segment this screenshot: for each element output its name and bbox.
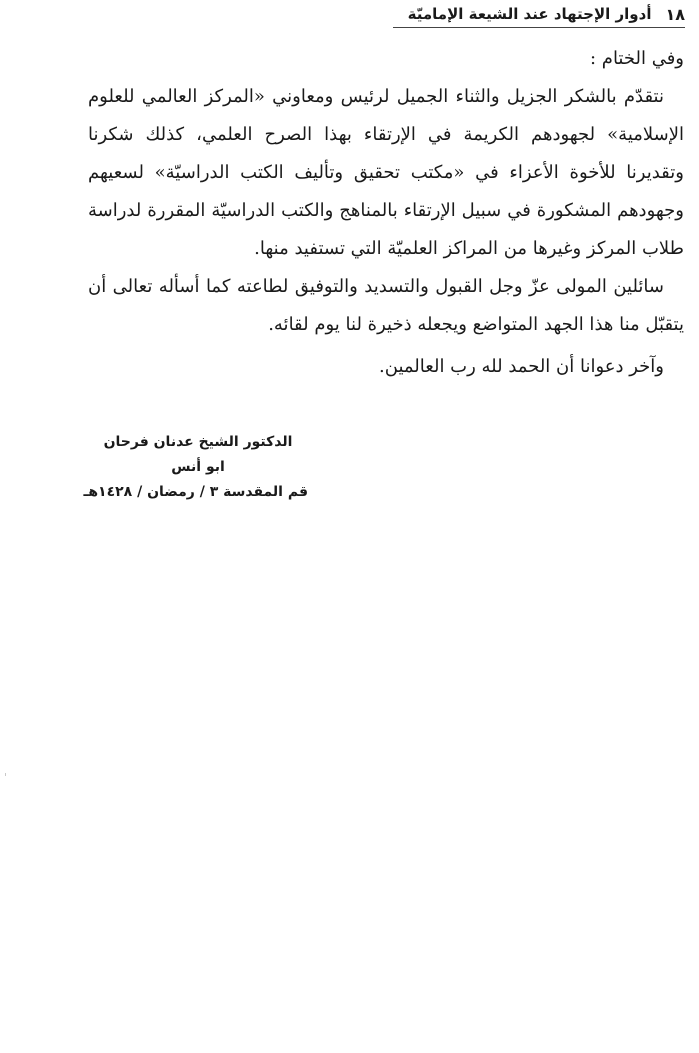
paragraph-prayer: سائلين المولى عزّ وجل القبول والتسديد والتوفيق لطاعته كما أسأله تعالى أن يتقبّل منا هذا الجهد المتواضع ويجعله ذخيرة لنا يوم لقائه. — [88, 276, 684, 335]
page-number: ١٨ — [665, 4, 685, 24]
closing-heading: وفي الختام : — [590, 48, 684, 69]
signature-block — [83, 430, 308, 505]
signature-kunya: ابو أنس — [171, 459, 225, 475]
header-rule — [393, 27, 685, 28]
body-text — [88, 40, 684, 386]
signature-place-date: قم المقدسة ٣ / رمضان / ١٤٢٨هـ — [83, 484, 308, 500]
running-header — [393, 2, 685, 26]
paragraph-thanks: نتقدّم بالشكر الجزيل والثناء الجميل لرئيس ومعاوني «المركز العالمي للعلوم الإسلامية» لجهودهم الكريمة في الإرتقاء بهذا الصرح العلمي، كذلك شكرنا وتقديرنا للأخوة الأعزاء في «مكتب تحقيق وتأليف الكتب الدراسيّة» لسعيهم وجهودهم المشكورة في سبيل الإرتقاء بالمناهج والكتب الدراسيّة المقررة لدراسة طلاب المركز وغيرها من المراكز العلميّة التي تستفيد منها. — [88, 86, 684, 259]
scan-mark — [5, 773, 6, 776]
signature-name: الدكتور الشيخ عدنان فرحان — [103, 434, 293, 450]
paragraph-closing: وآخر دعوانا أن الحمد لله رب العالمين. — [379, 356, 664, 377]
running-title: أدوار الإجتهاد عند الشيعة الإماميّة — [407, 5, 652, 23]
